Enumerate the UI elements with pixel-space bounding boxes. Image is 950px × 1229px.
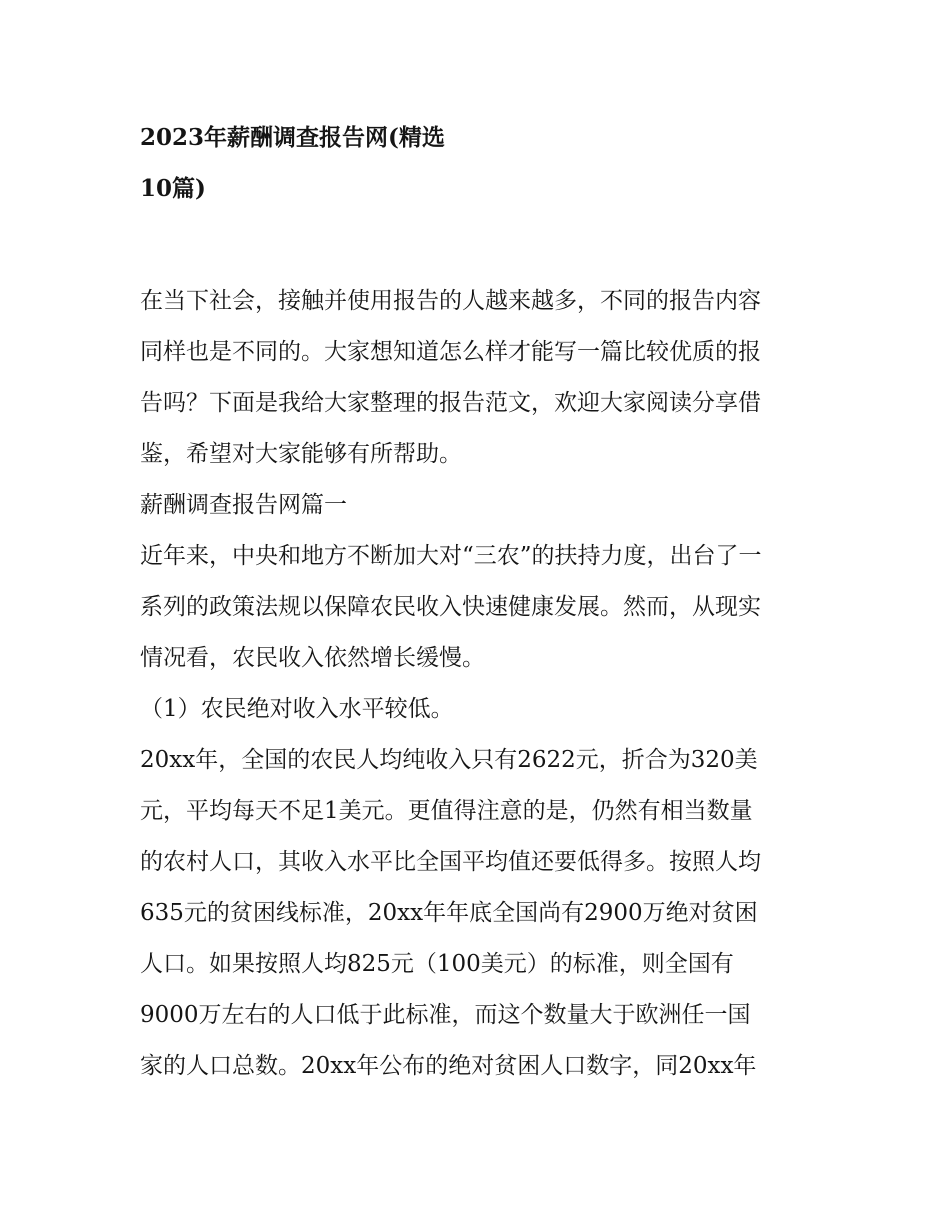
title-line-2: 10篇)	[140, 175, 206, 202]
intro-line-1: 在当下社会，接触并使用报告的人越来越多，不同的报告内容	[140, 288, 761, 314]
intro-line-3: 告吗？下面是我给大家整理的报告范文，欢迎大家阅读分享借	[140, 390, 761, 416]
paragraph-line-7: 635元的贫困线标准，20xx年年底全国尚有2900万绝对贫困	[140, 900, 758, 926]
subheading-line: （1）农民绝对收入水平较低。	[140, 696, 454, 722]
intro-line-2: 同样也是不同的。大家想知道怎么样才能写一篇比较优质的报	[140, 339, 761, 365]
paragraph-line-5: 元，平均每天不足1美元。更值得注意的是，仍然有相当数量	[140, 798, 753, 824]
paragraph-line-1: 近年来，中央和地方不断加大对“三农”的扶持力度，出台了一	[140, 543, 762, 569]
paragraph-line-9: 9000万左右的人口低于此标准，而这个数量大于欧洲任一国	[140, 1002, 751, 1028]
intro-line-4: 鉴，希望对大家能够有所帮助。	[140, 441, 462, 467]
section-heading: 薪酬调查报告网篇一	[140, 492, 347, 518]
paragraph-line-3: 情况看，农民收入依然增长缓慢。	[140, 645, 485, 671]
paragraph-line-10: 家的人口总数。20xx年公布的绝对贫困人口数字，同20xx年	[140, 1053, 757, 1079]
document-title	[140, 112, 820, 214]
title-line-1: 2023年薪酬调查报告网(精选	[140, 124, 445, 151]
paragraph-line-8: 人口。如果按照人均825元（100美元）的标准，则全国有	[140, 951, 734, 977]
document-body	[140, 276, 830, 1092]
paragraph-line-4: 20xx年，全国的农民人均纯收入只有2622元，折合为320美	[140, 747, 758, 773]
paragraph-line-6: 的农村人口，其收入水平比全国平均值还要低得多。按照人均	[140, 849, 761, 875]
paragraph-line-2: 系列的政策法规以保障农民收入快速健康发展。然而，从现实	[140, 594, 761, 620]
